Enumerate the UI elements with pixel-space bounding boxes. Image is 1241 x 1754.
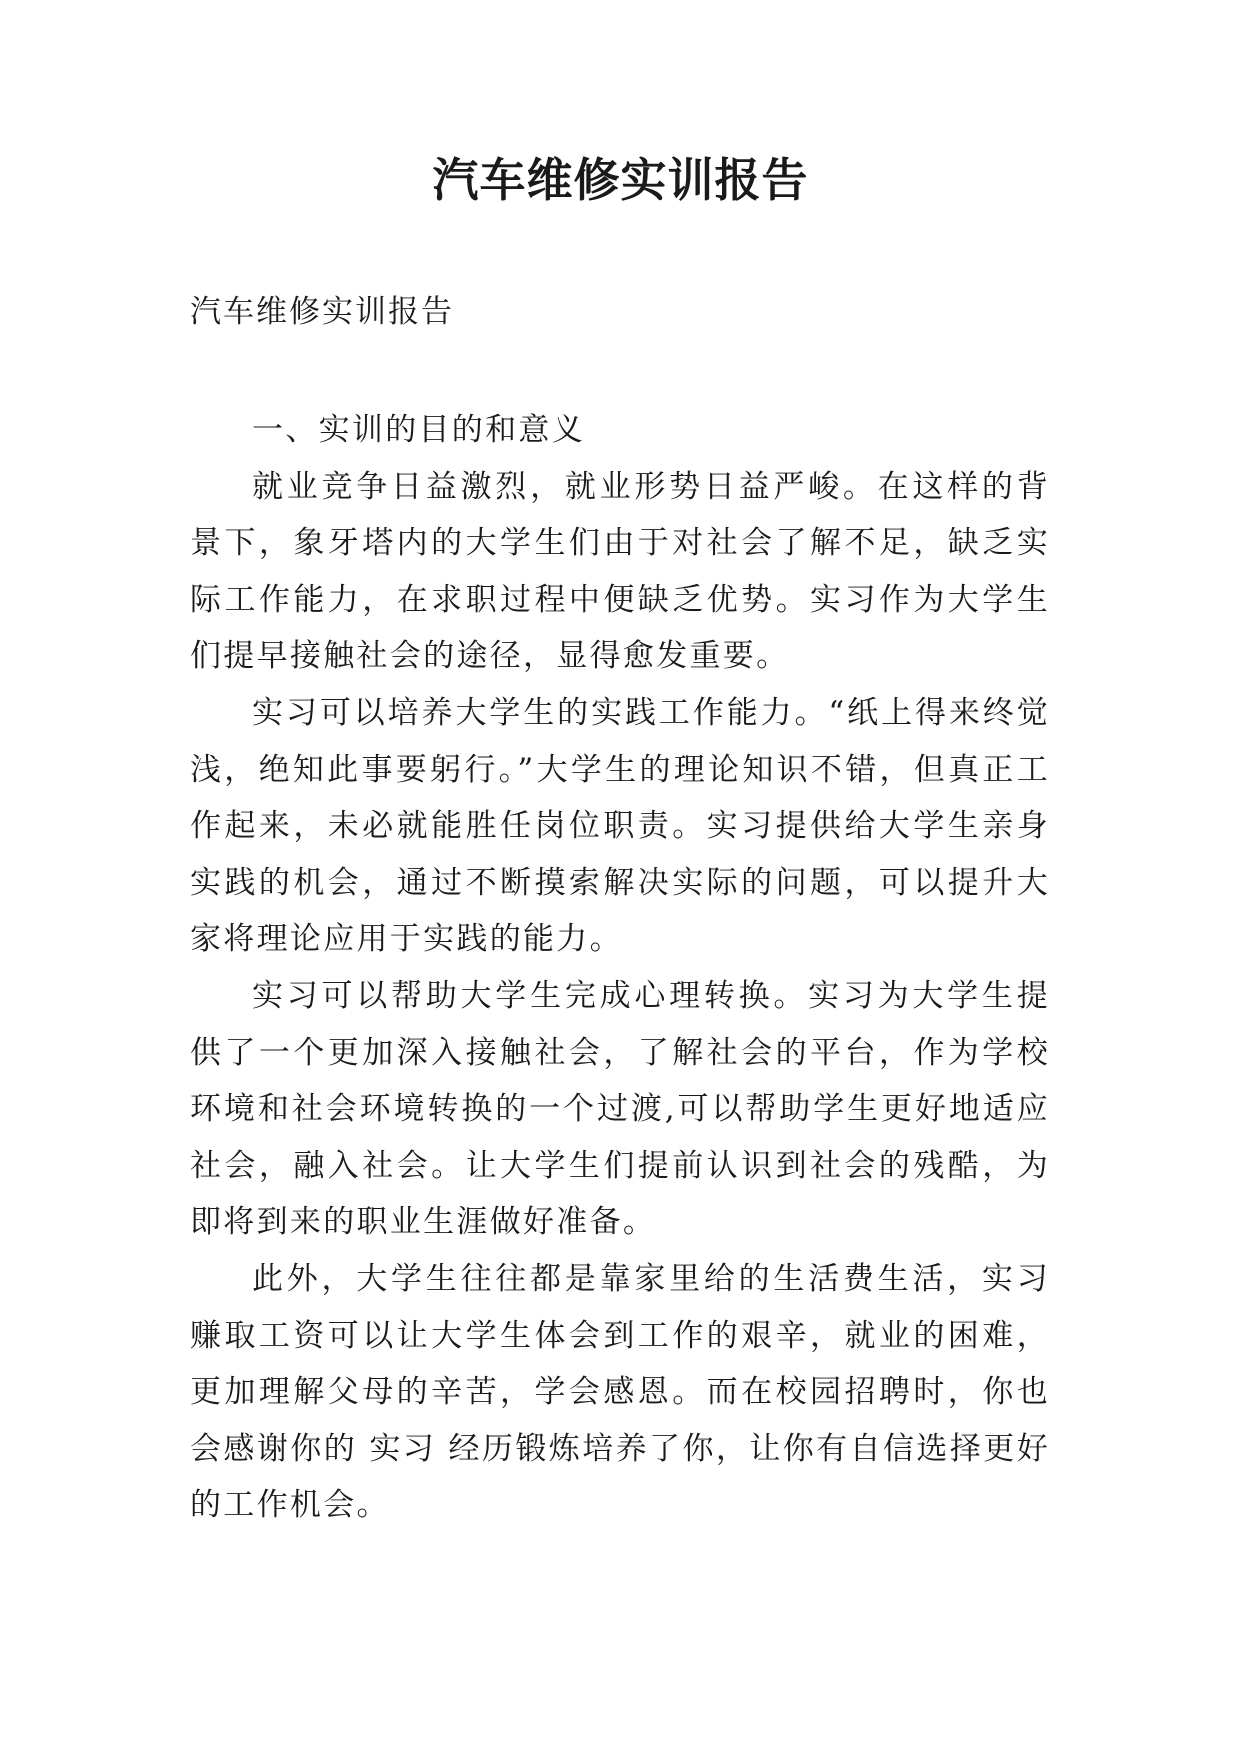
section-heading: 一、实训的目的和意义 <box>252 412 585 448</box>
body-paragraph: 实习可以帮助大学生完成心理转换。实习为大学生提供了一个更加深入接触社会，了解社会的平台，作为学校环境和社会环境转换的一个过渡,可以帮助学生更好地适应社会，融入社会。让大学生们提前认识到社会的残酷，为即将到来的职业生涯做好准备。 <box>190 977 1050 1241</box>
body-paragraph: 此外，大学生往往都是靠家里给的生活费生活，实习赚取工资可以让大学生体会到工作的艰辛，就业的困难，更加理解父母的辛苦，学会感恩。而在校园招聘时，你也会感谢你的 实习 经历锻炼培养了你，让你有自信选择更好的工作机会。 <box>190 1260 1050 1524</box>
body-paragraph: 实习可以培养大学生的实践工作能力。“纸上得来终觉浅，绝知此事要躬行。”大学生的理论知识不错，但真正工作起来，未必就能胜任岗位职责。实习提供给大学生亲身实践的机会，通过不断摸索解决实际的问题，可以提升大家将理论应用于实践的能力。 <box>190 694 1050 958</box>
document-subtitle: 汽车维修实训报告 <box>190 294 454 330</box>
document-title: 汽车维修实训报告 <box>432 153 809 207</box>
document-body <box>190 402 1050 1534</box>
body-paragraph: 就业竞争日益激烈，就业形势日益严峻。在这样的背景下，象牙塔内的大学生们由于对社会了解不足，缺乏实际工作能力，在求职过程中便缺乏优势。实习作为大学生们提早接触社会的途径，显得愈发重要。 <box>190 468 1050 675</box>
